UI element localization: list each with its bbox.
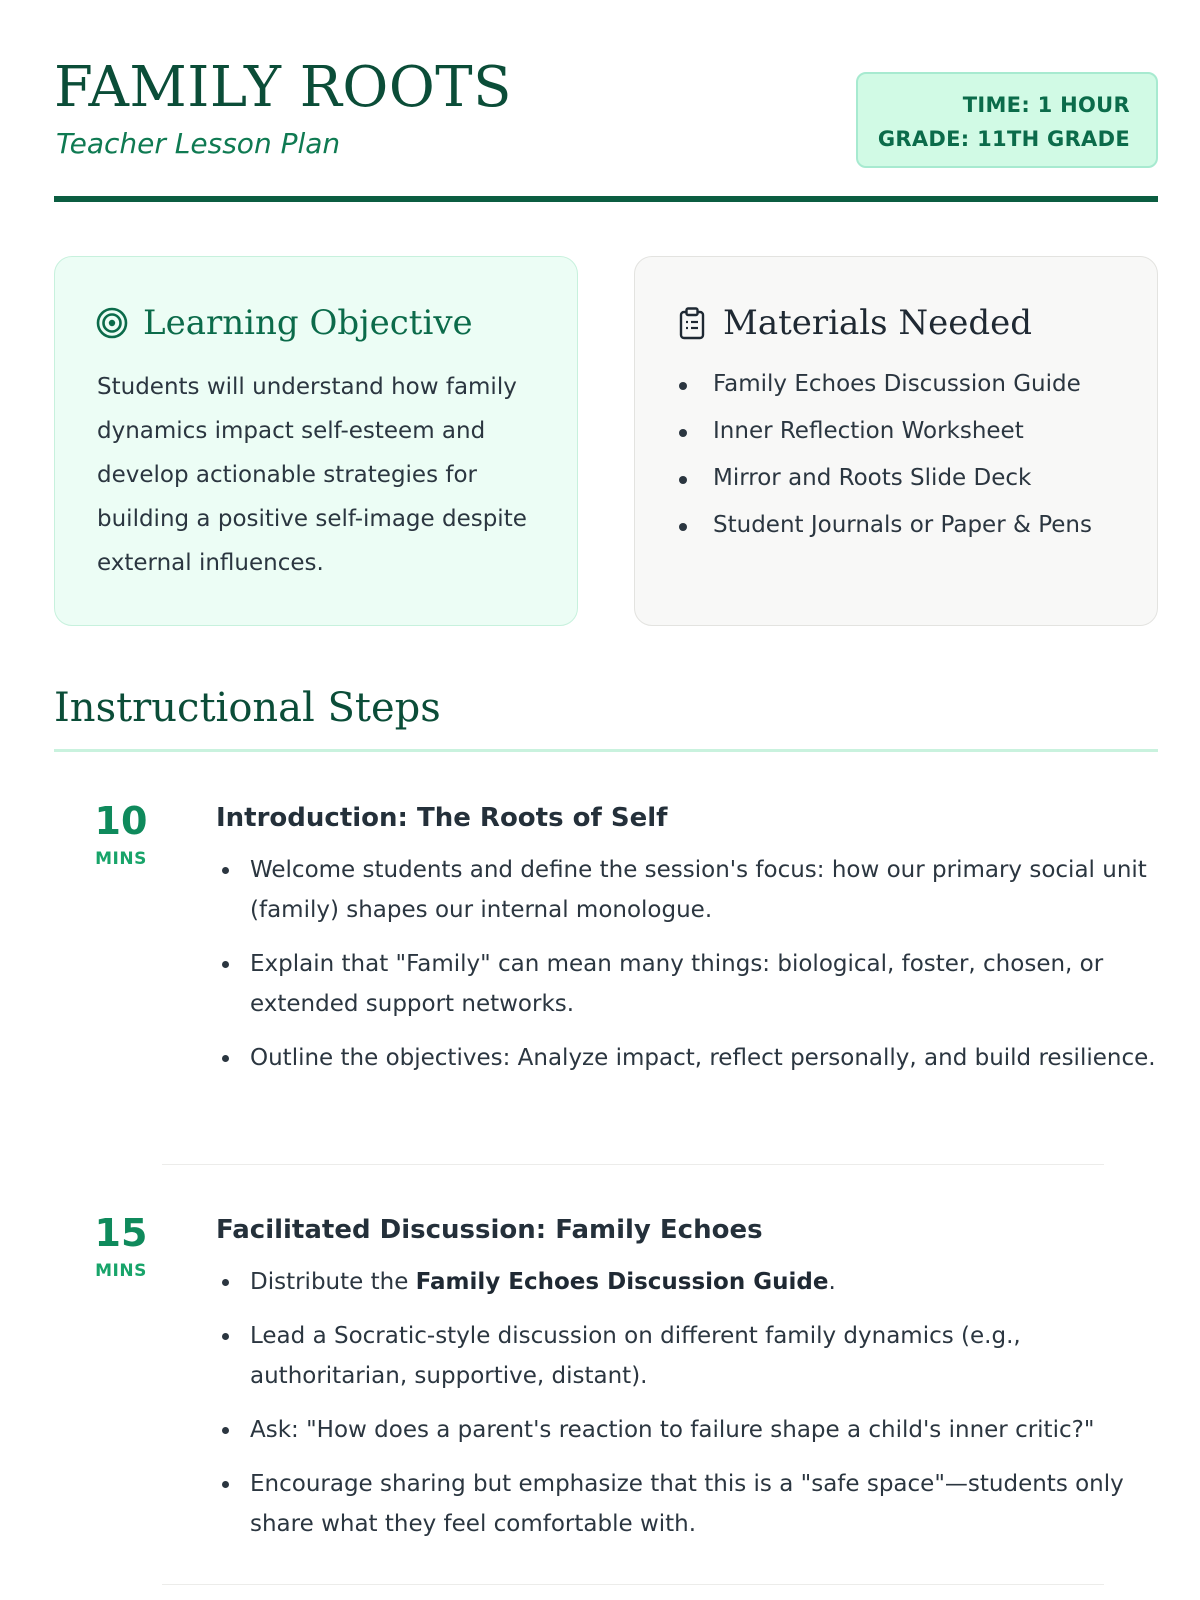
step-body <box>216 798 1158 1092</box>
instructional-steps-title: Instructional Steps <box>54 685 441 731</box>
material-item: Mirror and Roots Slide Deck <box>671 455 1092 502</box>
materials-title: Materials Needed <box>723 303 1033 343</box>
step-bullet: Ask: "How does a parent's reaction to failure shape a child's inner critic?" <box>216 1410 1158 1450</box>
material-item: Family Echoes Discussion Guide <box>671 361 1092 408</box>
materials-header <box>675 301 1032 345</box>
step-title: Facilitated Discussion: Family Echoes <box>216 1215 763 1245</box>
duration-minutes: 15 <box>94 1211 148 1255</box>
duration-unit: MINS <box>95 849 147 869</box>
step-body <box>216 1210 1158 1558</box>
duration-unit: MINS <box>95 1261 147 1281</box>
step-bullet <box>216 1262 1158 1302</box>
resource-name: Family Echoes Discussion Guide <box>415 1269 829 1295</box>
page-title: FAMILY ROOTS <box>54 55 512 120</box>
step-duration <box>54 798 188 874</box>
learning-objective-text: Students will understand how family dynamics impact self-esteem and develop actionable strategies for building a positive self-image despite external influences. <box>97 374 527 576</box>
section-divider <box>54 749 1158 752</box>
page-subtitle: Teacher Lesson Plan <box>56 127 341 160</box>
step-bullet: Encourage sharing but emphasize that this is a "safe space"—students only share what they feel comfortable with. <box>216 1464 1158 1544</box>
duration-minutes: 10 <box>94 799 148 843</box>
step-bullets <box>216 1262 1158 1544</box>
materials-list <box>671 361 1092 549</box>
step-bullet: Explain that "Family" can mean many things: biological, foster, chosen, or extended support networks. <box>216 944 1158 1024</box>
lesson-meta-badge <box>856 72 1158 168</box>
step-bullet: Welcome students and define the session's focus: how our primary social unit (family) shapes our internal monologue. <box>216 850 1158 930</box>
step-title: Introduction: The Roots of Self <box>216 803 668 833</box>
step-bullets <box>216 850 1158 1078</box>
target-icon <box>95 306 129 340</box>
materials-card <box>634 256 1158 626</box>
grade-label: GRADE: 11TH GRADE <box>877 127 1130 151</box>
learning-objective-header <box>95 301 473 345</box>
learning-objective-title: Learning Objective <box>143 303 473 343</box>
bullet-suffix: . <box>828 1269 836 1295</box>
bullet-prefix: Distribute the <box>250 1269 416 1295</box>
header-divider <box>54 196 1158 202</box>
page-header <box>54 52 1158 202</box>
material-item: Inner Reflection Worksheet <box>671 408 1092 455</box>
step-divider <box>162 1584 1104 1585</box>
step-divider <box>162 1164 1104 1165</box>
learning-objective-card <box>54 256 578 626</box>
material-item: Student Journals or Paper & Pens <box>671 502 1092 549</box>
step-bullet: Lead a Socratic-style discussion on different family dynamics (e.g., authoritarian, supportive, distant). <box>216 1316 1158 1396</box>
clipboard-icon <box>675 306 709 340</box>
step-duration <box>54 1210 188 1286</box>
step-bullet: Outline the objectives: Analyze impact, reflect personally, and build resilience. <box>216 1038 1158 1078</box>
time-label: TIME: 1 HOUR <box>962 93 1130 117</box>
